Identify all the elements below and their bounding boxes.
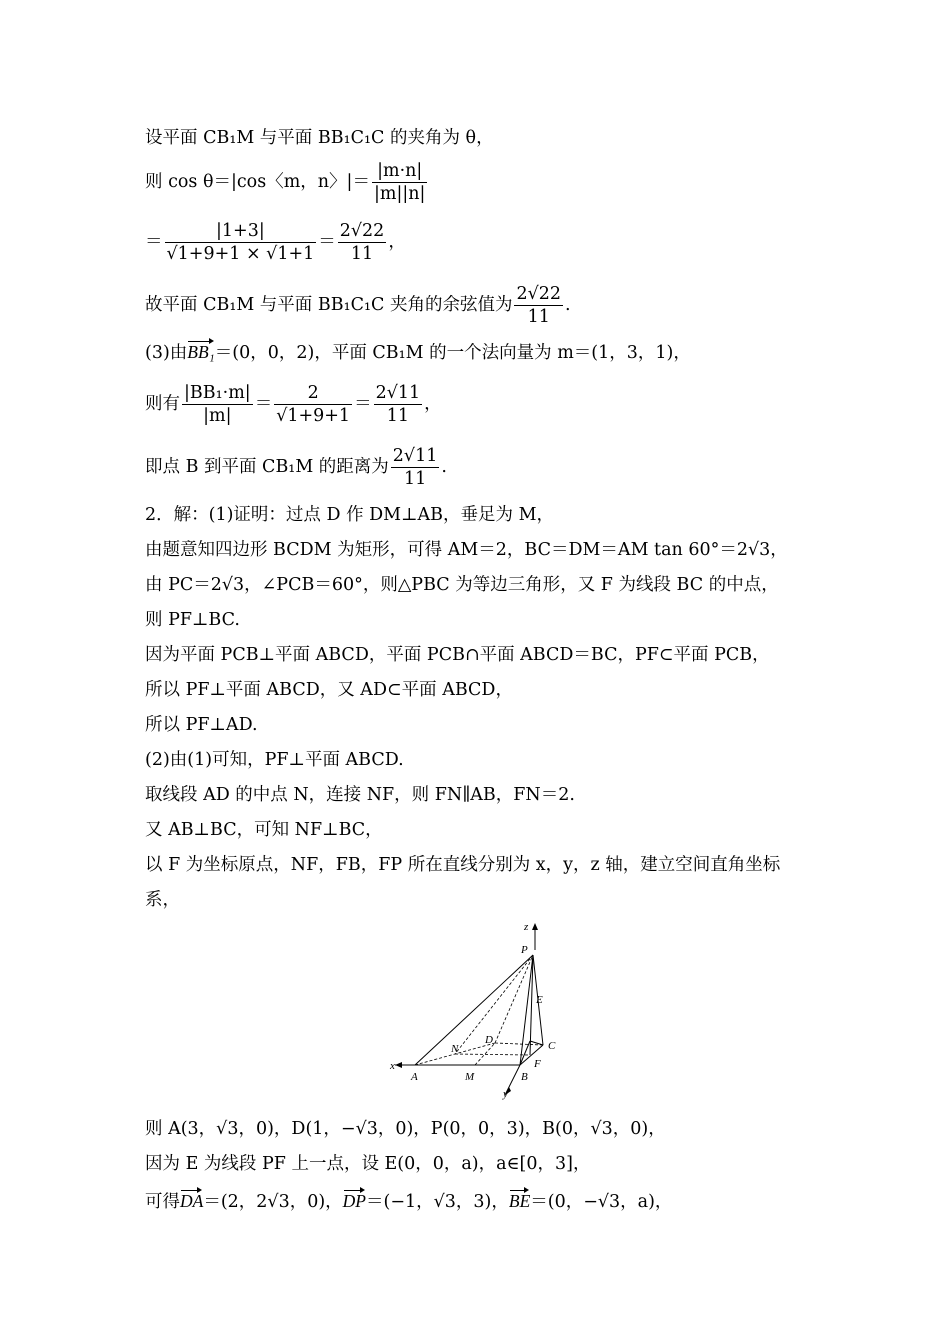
fraction-cos-value <box>514 283 563 328</box>
fraction-numerator: 2√11 <box>375 383 421 403</box>
line-14: 所以 PF⊥AD. <box>145 715 258 735</box>
line-5-text-a: (3)由 <box>145 343 188 363</box>
line-4 <box>145 283 571 328</box>
line-22-text-a: 可得 <box>145 1192 180 1212</box>
fraction-cos <box>372 160 427 205</box>
line-21: 因为 E 为线段 PF 上一点，设 E(0，0，a)，a∈[0，3]， <box>145 1154 591 1174</box>
line-7-text: 即点 B 到平面 CB₁M 的距离为 <box>145 457 389 477</box>
label-D: D <box>485 1034 493 1046</box>
edge-pn <box>455 955 533 1054</box>
line-17: 又 AB⊥BC，可知 NF⊥BC， <box>145 820 383 840</box>
fraction-denominator: |m||n| <box>373 184 426 204</box>
line-6 <box>145 382 442 427</box>
line-9: 由题意知四边形 BCDM 为矩形，可得 AM＝2，BC＝DM＝AM tan 60°＝2√3， <box>145 540 788 560</box>
line-22-text-b: ＝(2，2√3，0)， <box>203 1192 343 1212</box>
comma: ， <box>388 232 406 252</box>
label-C: C <box>548 1040 556 1052</box>
fraction-numerator: |m·n| <box>372 160 427 183</box>
line-1: 设平面 CB₁M 与平面 BB₁C₁C 的夹角为 θ， <box>145 128 494 148</box>
line-4-text: 故平面 CB₁M 与平面 BB₁C₁C 夹角的余弦值为 <box>145 295 513 315</box>
line-11: 则 PF⊥BC. <box>145 610 240 630</box>
vector-be: BE <box>508 1191 531 1211</box>
equals: ＝ <box>318 232 336 252</box>
label-F: F <box>534 1058 541 1070</box>
fraction-denominator: 11 <box>403 469 427 489</box>
line-8: 2．解：(1)证明：过点 D 作 DM⊥AB，垂足为 M， <box>145 505 555 525</box>
line-5 <box>145 340 691 365</box>
fraction-numerator: 2√22 <box>339 221 385 241</box>
equals: ＝ <box>354 394 372 414</box>
vector-dp: DP <box>342 1191 366 1211</box>
fraction-distance-2 <box>274 382 352 427</box>
fraction-2 <box>338 220 387 265</box>
fraction-numerator: 2 <box>274 382 352 405</box>
label-P: P <box>521 944 528 956</box>
line-22-text-d: ＝(0，−√3，a)， <box>530 1192 673 1212</box>
line-15: (2)由(1)可知，PF⊥平面 ABCD. <box>145 750 404 770</box>
line-13: 所以 PF⊥平面 ABCD，又 AD⊂平面 ABCD， <box>145 680 513 700</box>
line-3-text: ＝ <box>145 232 163 252</box>
x-axis-arrow <box>395 1062 402 1068</box>
line-2-text: 则 cos θ＝|cos〈m，n〉|＝ <box>145 172 370 192</box>
line-22-text-c: ＝(−1，√3，3)， <box>366 1192 509 1212</box>
edge-nf <box>455 1054 530 1055</box>
label-B: B <box>521 1071 528 1083</box>
label-A: A <box>411 1071 418 1083</box>
line-16: 取线段 AD 的中点 N，连接 NF，则 FN∥AB，FN＝2. <box>145 785 575 805</box>
line-2 <box>145 160 429 205</box>
fraction-denominator: 11 <box>527 307 550 327</box>
fraction-distance-1 <box>182 382 253 427</box>
fraction-denominator: √1+9+1 <box>276 406 351 426</box>
label-y: y <box>503 1088 508 1100</box>
fraction-numerator: |1+3| <box>165 220 317 243</box>
fraction-denominator: √1+9+1 × √1+1 <box>166 244 315 264</box>
line-7 <box>145 445 447 490</box>
fraction-numerator: 2√22 <box>516 284 562 304</box>
line-19: 系， <box>145 890 180 910</box>
fraction-denominator: 11 <box>350 244 374 264</box>
fraction-distance-result <box>391 445 440 490</box>
geometry-figure <box>385 915 575 1105</box>
fraction-distance-3 <box>374 382 423 427</box>
label-z: z <box>524 921 529 933</box>
label-M: M <box>465 1071 475 1083</box>
line-18: 以 F 为坐标原点，NF，FB，FP 所在直线分别为 x，y，z 轴，建立空间直角坐标 <box>145 855 781 875</box>
fraction-denominator: 11 <box>386 406 409 426</box>
line-5-text-b: ＝(0，0，2)，平面 CB₁M 的一个法向量为 m＝(1，3，1)， <box>214 343 691 363</box>
comma: ， <box>424 394 442 414</box>
line-22 <box>145 1189 672 1214</box>
label-N: N <box>451 1043 459 1055</box>
line-6-text: 则有 <box>145 394 180 414</box>
line-10: 由 PC＝2√3，∠PCB＝60°，则△PBC 为等边三角形，又 F 为线段 BC 的中点， <box>145 575 779 595</box>
fraction-1 <box>165 220 317 265</box>
z-axis-arrow <box>532 923 538 930</box>
fraction-denominator: |m| <box>203 406 232 426</box>
label-E: E <box>536 994 543 1006</box>
vector-da: DA <box>180 1191 204 1211</box>
label-x: x <box>390 1060 395 1072</box>
line-20: 则 A(3，√3，0)，D(1，−√3，0)，P(0，0，3)，B(0，√3，0)， <box>145 1119 666 1139</box>
vector-bb1: BB₁ <box>187 342 215 362</box>
equals: ＝ <box>254 394 273 414</box>
line-3 <box>145 220 406 265</box>
period: . <box>565 295 571 315</box>
fraction-numerator: |BB₁·m| <box>184 383 251 403</box>
period: . <box>441 457 447 477</box>
line-12: 因为平面 PCB⊥平面 ABCD，平面 PCB∩平面 ABCD＝BC，PF⊂平面 PCB， <box>145 645 770 665</box>
fraction-numerator: 2√11 <box>392 446 438 466</box>
